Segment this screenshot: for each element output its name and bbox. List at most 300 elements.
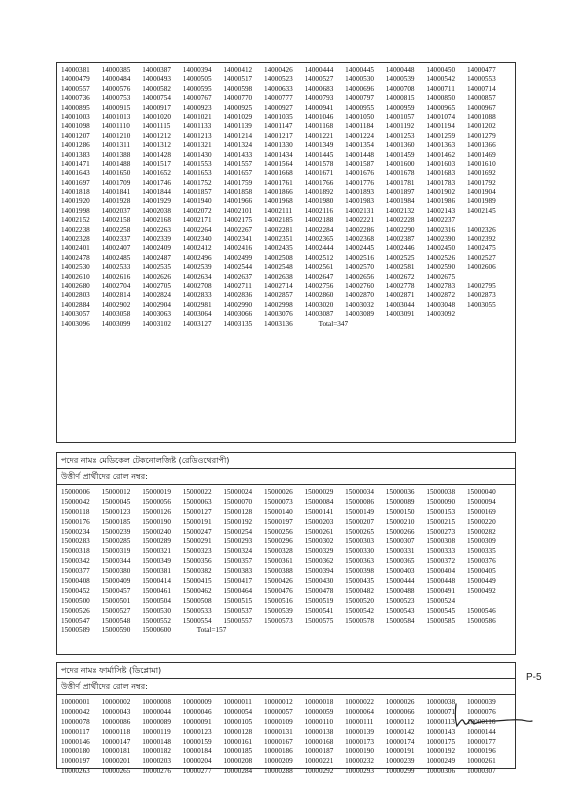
roll-number: 14002904 [142, 300, 171, 309]
roll-number: 10000196 [466, 747, 496, 756]
roll-number: 14002445 [345, 244, 374, 253]
roll-row [61, 757, 515, 767]
roll-number: 14002561 [304, 263, 334, 272]
roll-row [61, 708, 515, 718]
roll-number: 15000323 [182, 547, 212, 556]
roll-number: 14002570 [345, 263, 374, 272]
roll-number: 14000523 [263, 75, 293, 84]
roll-number: 14002351 [263, 235, 293, 244]
roll-row [61, 75, 515, 84]
roll-number: 14001553 [182, 159, 212, 168]
roll-number: 14002756 [304, 281, 334, 290]
roll-number: 14000387 [142, 66, 171, 74]
roll-row [61, 169, 515, 178]
roll-number: 15000417 [223, 577, 253, 586]
roll-number: 15000118 [61, 507, 90, 516]
roll-number: 15000006 [61, 488, 90, 496]
roll-number: 14002171 [182, 216, 212, 225]
roll-row [61, 141, 515, 150]
roll-number: 15000426 [263, 577, 293, 586]
roll-number: 14000539 [385, 75, 415, 84]
roll-number: 14002237 [426, 216, 456, 225]
roll-number: 10000138 [304, 727, 334, 736]
roll-number: 15000344 [101, 557, 131, 566]
roll-number: 14002981 [182, 300, 212, 309]
roll-number: 15000541 [304, 606, 334, 615]
roll-number: 15000273 [426, 527, 456, 536]
roll-number: 14001928 [101, 197, 131, 206]
roll-number: 14002341 [223, 235, 253, 244]
roll-number: 14001761 [263, 178, 293, 187]
roll-number: 14000714 [466, 84, 496, 93]
roll-number: 14001587 [345, 159, 374, 168]
roll-number: 15000022 [182, 488, 212, 496]
roll-number: 14003136 [263, 319, 293, 328]
roll-number: 14002337 [101, 235, 131, 244]
roll-row [61, 188, 515, 197]
roll-number: 15000254 [223, 527, 253, 536]
roll-number: 15000308 [426, 537, 456, 546]
roll-number: 14001517 [142, 159, 171, 168]
roll-number: 14001383 [61, 150, 90, 159]
roll-number: 14001098 [61, 122, 90, 131]
roll-number: 14002409 [142, 244, 171, 253]
roll-number: 14002704 [101, 281, 131, 290]
roll-number: 14000797 [345, 94, 374, 103]
roll-number: 14002530 [61, 263, 90, 272]
roll-number: 14001013 [101, 112, 131, 121]
roll-number: 15000140 [263, 507, 293, 516]
roll-row [61, 66, 515, 75]
roll-number: 15000126 [142, 507, 171, 516]
roll-number: 14002499 [223, 253, 253, 262]
roll-number: 10000187 [304, 747, 334, 756]
roll-number: 15000318 [61, 547, 90, 556]
roll-number: 14001286 [61, 141, 90, 150]
roll-number: 15000128 [223, 507, 253, 516]
roll-number: 15000464 [223, 586, 253, 595]
roll-row [61, 738, 515, 748]
roll-grid [57, 695, 515, 777]
roll-number: 10000026 [385, 698, 415, 706]
roll-number: 10000039 [466, 698, 496, 706]
roll-number: 14002328 [61, 235, 90, 244]
roll-number: 15000240 [142, 527, 171, 536]
roll-number: 15000526 [61, 606, 90, 615]
roll-number: 15000056 [142, 497, 171, 506]
roll-row [61, 235, 515, 244]
roll-number: 14001652 [142, 169, 171, 178]
roll-number: 14001448 [345, 150, 374, 159]
roll-number: 15000335 [466, 547, 496, 556]
roll-number: 14001050 [345, 112, 374, 121]
roll-number: 14001980 [304, 197, 334, 206]
roll-number: 14000557 [61, 84, 90, 93]
roll-number: 14002496 [182, 253, 212, 262]
roll-number: 14001893 [345, 188, 374, 197]
roll-number: 14003076 [263, 310, 293, 319]
roll-number: 14001459 [385, 150, 415, 159]
roll-number: 14000479 [61, 75, 90, 84]
roll-row [61, 767, 515, 777]
roll-number: 15000153 [426, 507, 456, 516]
roll-row [61, 160, 515, 169]
section-medical-technologist-radiotherapy [56, 452, 516, 655]
roll-number: 15000176 [61, 517, 90, 526]
roll-row [61, 113, 515, 122]
roll-number: 15000542 [345, 606, 374, 615]
roll-number: 10000209 [263, 757, 293, 766]
roll-number: 10000128 [223, 727, 253, 736]
roll-number: 15000524 [426, 596, 456, 605]
roll-number: 14001940 [182, 197, 212, 206]
roll-number: 10000113 [426, 717, 455, 726]
roll-number: 14002185 [263, 216, 293, 225]
roll-number: 14002116 [304, 206, 334, 215]
roll-number: 14002872 [426, 291, 456, 300]
roll-number: 15000403 [385, 567, 415, 576]
roll-number: 15000319 [101, 547, 131, 556]
roll-number: 15000600 [142, 626, 171, 635]
roll-number: 15000372 [426, 557, 456, 566]
roll-number: 15000452 [61, 586, 90, 595]
roll-row [61, 197, 515, 206]
roll-number: 14000915 [101, 103, 131, 112]
roll-number: 10000277 [182, 767, 212, 776]
roll-number: 14000517 [223, 75, 253, 84]
roll-number: 14000598 [223, 84, 253, 93]
roll-number: 15000084 [304, 497, 334, 506]
roll-number: 10000110 [304, 717, 334, 726]
roll-number: 14002168 [142, 216, 171, 225]
roll-number: 14002675 [426, 272, 456, 281]
roll-number: 10000146 [61, 737, 90, 746]
roll-number: 14001074 [426, 112, 456, 121]
roll-number: 15000089 [385, 497, 415, 506]
roll-number: 14001207 [61, 131, 90, 140]
roll-number: 15000040 [466, 488, 496, 496]
roll-number: 14002131 [345, 206, 374, 215]
roll-number: 14001133 [182, 122, 212, 131]
roll-number: 14002544 [223, 263, 253, 272]
roll-number: 14000505 [182, 75, 212, 84]
roll-number: 15000584 [385, 616, 415, 625]
roll-number: 14001781 [385, 178, 415, 187]
roll-number: 15000491 [426, 586, 456, 595]
roll-number: 14000959 [385, 103, 415, 112]
roll-number: 10000307 [466, 767, 496, 776]
roll-number: 15000307 [385, 537, 415, 546]
roll-number: 14003048 [426, 300, 456, 309]
roll-number: 14001366 [466, 141, 496, 150]
roll-number: 15000261 [304, 527, 334, 536]
roll-number: 14001557 [223, 159, 253, 168]
roll-number: 15000430 [304, 577, 334, 586]
roll-number: 10000167 [263, 737, 293, 746]
roll-number: 14000683 [304, 84, 334, 93]
roll-number: 10000181 [101, 747, 131, 756]
roll-number: 10000201 [101, 757, 131, 766]
roll-number: 14003020 [304, 300, 334, 309]
roll-number: 14001168 [304, 122, 334, 131]
roll-number: 10000306 [426, 767, 456, 776]
roll-number: 14001213 [182, 131, 212, 140]
roll-number: 15000548 [101, 616, 131, 625]
roll-number: 14001844 [142, 188, 171, 197]
roll-number: 10000249 [426, 757, 456, 766]
roll-number: 14002450 [426, 244, 456, 253]
roll-number: 14003055 [466, 300, 496, 309]
roll-number: 15000501 [101, 596, 131, 605]
roll-number: 15000404 [426, 567, 456, 576]
roll-number: 14002258 [101, 225, 131, 234]
roll-number: 14001920 [61, 197, 90, 206]
roll-number: 15000012 [101, 488, 131, 496]
roll-number: 14002527 [466, 253, 496, 262]
roll-row [61, 698, 515, 708]
roll-number: 14002339 [142, 235, 171, 244]
roll-number: 14001892 [304, 188, 334, 197]
roll-number: 14002188 [304, 216, 334, 225]
roll-number: 10000147 [101, 737, 131, 746]
roll-number: 14001020 [142, 112, 171, 121]
roll-number: 14002714 [263, 281, 293, 290]
roll-number: 14001653 [182, 169, 212, 178]
roll-number: 15000476 [263, 586, 293, 595]
roll-number: 10000066 [385, 707, 415, 716]
roll-row [61, 207, 515, 216]
roll-number: 14001194 [426, 122, 455, 131]
roll-row [61, 567, 515, 577]
roll-row [61, 577, 515, 587]
roll-number: 14002263 [142, 225, 171, 234]
roll-number: 14001643 [61, 169, 90, 178]
roll-number: 14002416 [223, 244, 253, 253]
roll-number: 14002485 [101, 253, 131, 262]
roll-number: 10000089 [142, 717, 171, 726]
roll-number: 14000736 [61, 94, 90, 103]
roll-number: 14002778 [385, 281, 415, 290]
roll-number: 14002803 [61, 291, 90, 300]
roll-number: 14001866 [263, 188, 293, 197]
roll-number: 14000793 [304, 94, 334, 103]
roll-number: 15000414 [142, 577, 171, 586]
roll-number: 14001202 [466, 122, 496, 131]
roll-number: 14001221 [304, 131, 334, 140]
roll-number: 14000711 [426, 84, 455, 93]
roll-number: 14000582 [142, 84, 171, 93]
roll-row [61, 104, 515, 113]
roll-number: 14001110 [101, 122, 130, 131]
roll-number: 15000185 [101, 517, 131, 526]
roll-number: 14001088 [466, 112, 496, 121]
roll-number: 15000331 [385, 547, 415, 556]
roll-number: 15000256 [263, 527, 293, 536]
roll-number: 15000405 [466, 567, 496, 576]
roll-number: 14002783 [426, 281, 456, 290]
roll-number: 15000149 [345, 507, 374, 516]
roll-number: 14001349 [304, 141, 334, 150]
roll-number: 15000539 [263, 606, 293, 615]
roll-number: 14000394 [182, 66, 212, 74]
section-roll-list-1 [56, 62, 516, 443]
roll-number: 15000045 [101, 497, 131, 506]
roll-number: 14003135 [223, 319, 253, 328]
roll-number: 15000063 [182, 497, 212, 506]
roll-number: 15000461 [142, 586, 171, 595]
roll-number: 15000554 [182, 616, 212, 625]
roll-row [61, 617, 515, 627]
roll-number: 10000190 [345, 747, 374, 756]
roll-number: 15000500 [61, 596, 90, 605]
roll-number: 14000553 [466, 75, 496, 84]
roll-row [61, 301, 515, 310]
roll-number: 10000038 [426, 698, 456, 706]
roll-number: 14000385 [101, 66, 131, 74]
roll-number: 10000239 [385, 757, 415, 766]
roll-number: 14002407 [101, 244, 131, 253]
roll-number: 14001678 [385, 169, 415, 178]
roll-number: 14001363 [426, 141, 456, 150]
roll-number: 14002871 [385, 291, 415, 300]
roll-row [61, 528, 515, 538]
roll-number: 15000394 [304, 567, 334, 576]
roll-row [61, 263, 515, 272]
roll-number: 10000293 [345, 767, 374, 776]
roll-number: 14001792 [466, 178, 496, 187]
roll-number: 15000537 [223, 606, 253, 615]
roll-number: 10000180 [61, 747, 90, 756]
roll-number: 15000329 [304, 547, 334, 556]
roll-row [61, 226, 515, 235]
roll-number: 15000203 [304, 517, 334, 526]
roll-number: 10000232 [345, 757, 374, 766]
roll-number: 14002512 [304, 253, 334, 262]
roll-number: 10000168 [304, 737, 334, 746]
roll-number: 14000444 [304, 66, 334, 74]
roll-number: 14003091 [385, 310, 415, 319]
roll-number: 14003066 [223, 310, 253, 319]
roll-number: 14002145 [466, 206, 496, 215]
roll-number: 15000408 [61, 577, 90, 586]
roll-number: 14001259 [426, 131, 456, 140]
page-number: P-5 [526, 672, 542, 683]
roll-number: 14001217 [263, 131, 293, 140]
roll-number: 15000388 [263, 567, 293, 576]
roll-number: 14002548 [263, 263, 293, 272]
roll-row [61, 85, 515, 94]
roll-number: 14002401 [61, 244, 90, 253]
roll-number: 14002990 [223, 300, 253, 309]
roll-number: 10000204 [182, 757, 212, 766]
roll-number: 15000492 [466, 586, 496, 595]
roll-number: 14002326 [466, 225, 496, 234]
roll-number: 15000380 [101, 567, 131, 576]
roll-number: 10000139 [345, 727, 374, 736]
roll-number: 14002526 [426, 253, 456, 262]
roll-number: 10000192 [426, 747, 456, 756]
roll-number: 15000382 [182, 567, 212, 576]
roll-number: 10000177 [466, 737, 496, 746]
roll-row [61, 747, 515, 757]
roll-number: 10000197 [61, 757, 90, 766]
roll-row [61, 498, 515, 508]
roll-number: 14001057 [385, 112, 415, 121]
roll-number: 15000527 [101, 606, 131, 615]
roll-number: 10000174 [385, 737, 415, 746]
roll-number: 14001752 [182, 178, 212, 187]
roll-number: 14000493 [142, 75, 171, 84]
roll-number: 14002857 [263, 291, 293, 300]
roll-number: 14000542 [426, 75, 456, 84]
roll-row [61, 254, 515, 263]
roll-number: 15000019 [142, 488, 171, 496]
roll-number: 14001003 [61, 112, 90, 121]
roll-number: 10000148 [142, 737, 171, 746]
roll-number: 15000169 [466, 507, 496, 516]
roll-number: 15000220 [466, 517, 496, 526]
roll-number: 10000008 [142, 698, 171, 706]
roll-number: 14001966 [223, 197, 253, 206]
roll-number: 14002873 [466, 291, 496, 300]
roll-number: 14000850 [426, 94, 456, 103]
roll-number: 15000038 [426, 488, 456, 496]
roll-number: 10000086 [101, 717, 131, 726]
roll-number: 14000777 [263, 94, 293, 103]
roll-number: 10000116 [466, 717, 496, 726]
roll-number: 15000520 [345, 596, 374, 605]
roll-number: 14002637 [223, 272, 253, 281]
roll-number: 14001610 [466, 159, 496, 168]
roll-number: 15000150 [385, 507, 415, 516]
roll-number: 14001311 [101, 141, 131, 150]
roll-number: 15000086 [345, 497, 374, 506]
roll-number: 14002634 [182, 272, 212, 281]
roll-number: 14002412 [182, 244, 212, 253]
roll-number: 15000234 [61, 527, 90, 536]
roll-number: 10000042 [61, 707, 90, 716]
signature-image [450, 700, 535, 730]
roll-number: 15000515 [223, 596, 253, 605]
roll-number: 14001603 [426, 159, 456, 168]
roll-number: 15000283 [61, 537, 90, 546]
roll-number: 15000247 [182, 527, 212, 536]
roll-number: 14002143 [426, 206, 456, 215]
roll-number: 15000357 [223, 557, 253, 566]
roll-number: 15000191 [182, 517, 212, 526]
roll-number: 15000516 [263, 596, 293, 605]
roll-number: 14002284 [304, 225, 334, 234]
roll-number: 15000289 [142, 537, 171, 546]
roll-row [61, 244, 515, 253]
roll-number: 14001212 [142, 131, 171, 140]
roll-number: 14002647 [304, 272, 334, 281]
roll-number: 15000285 [101, 537, 131, 546]
roll-row [61, 291, 515, 300]
section-pharmacist-diploma [56, 662, 516, 776]
roll-number: 14003096 [61, 319, 90, 328]
roll-number: 14000576 [101, 84, 131, 93]
roll-number: 10000144 [466, 727, 496, 736]
roll-number: 14002390 [426, 235, 456, 244]
roll-number: 10000078 [61, 717, 90, 726]
roll-number: 15000504 [142, 596, 171, 605]
roll-number: 14000450 [426, 66, 456, 74]
roll-number: 14000770 [223, 94, 253, 103]
roll-number: 15000585 [426, 616, 456, 625]
roll-number: 15000127 [182, 507, 212, 516]
roll-number: 15000586 [466, 616, 496, 625]
